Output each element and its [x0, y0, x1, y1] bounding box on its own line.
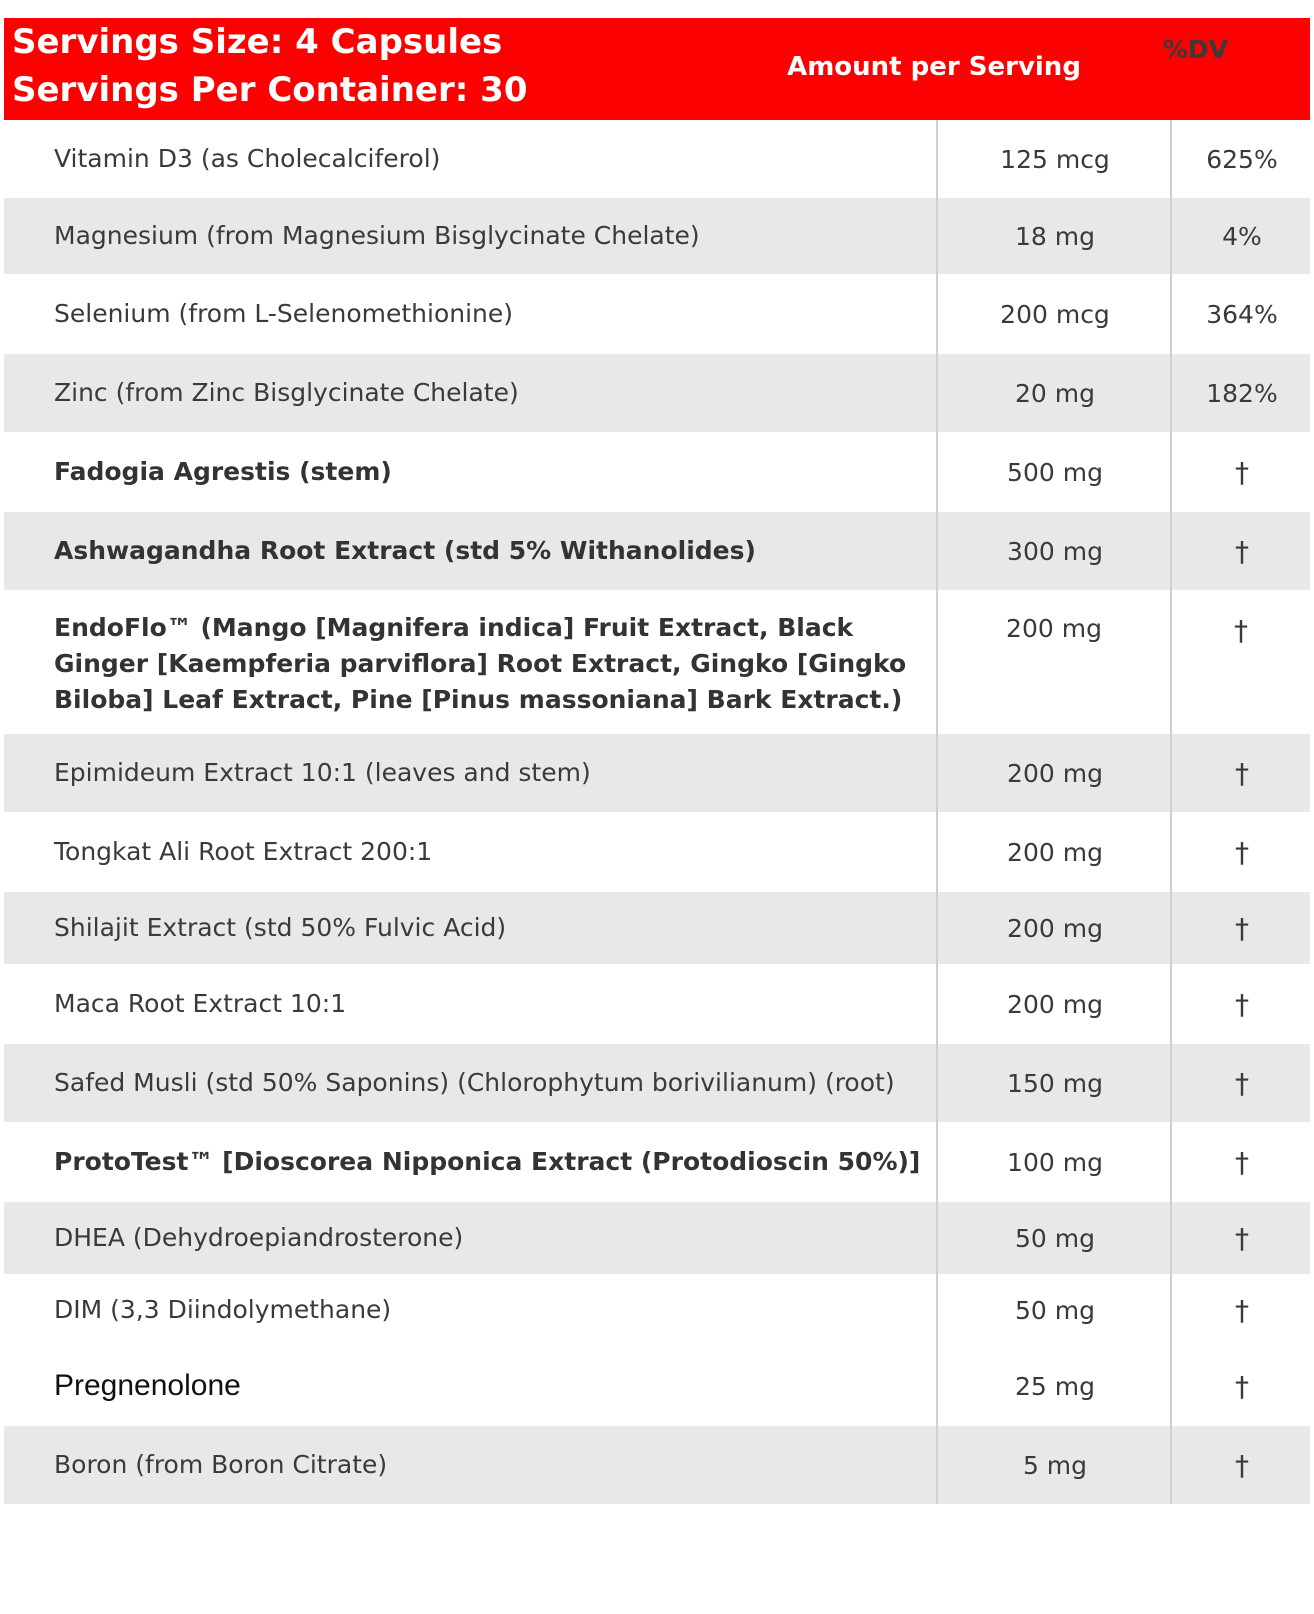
ingredient-amount: 200 mg [936, 590, 1170, 734]
ingredient-name: Magnesium (from Magnesium Bisglycinate Chelate) [54, 221, 700, 250]
table-row [4, 734, 1310, 812]
ingredient-amount: 100 mg [936, 1122, 1172, 1202]
ingredient-dv: † [1170, 964, 1312, 1044]
ingredient-amount: 200 mg [936, 892, 1172, 964]
ingredient-dv: † [1170, 1202, 1312, 1274]
ingredient-dv: 182% [1170, 354, 1312, 432]
serving-size-label: Servings Size: 4 Capsules [12, 22, 503, 62]
ingredient-name: Tongkat Ali Root Extract 200:1 [54, 837, 433, 866]
table-row [4, 964, 1310, 1044]
ingredient-amount: 50 mg [936, 1202, 1172, 1274]
ingredient-amount: 20 mg [936, 354, 1172, 432]
table-row [4, 590, 1310, 734]
ingredient-name: ProtoTest™ [Dioscorea Nipponica Extract (Protodioscin 50%)] [54, 1147, 921, 1176]
table-row [4, 812, 1310, 892]
ingredient-dv: † [1170, 1346, 1312, 1426]
ingredient-dv: 4% [1170, 198, 1312, 274]
ingredient-amount: 500 mg [936, 432, 1172, 512]
ingredient-dv: † [1170, 1274, 1312, 1346]
ingredient-amount: 125 mcg [936, 120, 1172, 198]
ingredient-dv: † [1170, 590, 1310, 734]
ingredient-dv: † [1170, 1044, 1312, 1122]
ingredient-amount: 25 mg [936, 1346, 1172, 1426]
ingredient-name: Safed Musli (std 50% Saponins) (Chlorophytum borivilianum) (root) [54, 1068, 895, 1097]
ingredient-name: DHEA (Dehydroepiandrosterone) [54, 1223, 464, 1252]
ingredient-amount: 200 mg [936, 964, 1172, 1044]
ingredient-dv: † [1170, 432, 1312, 512]
table-row [4, 1426, 1310, 1504]
table-header: Servings Size: 4 Capsules Servings Per Container: 30 Amount per Serving %DV [4, 18, 1310, 120]
ingredient-amount: 200 mg [936, 734, 1172, 812]
table-row [4, 274, 1310, 354]
supplement-facts-table [4, 18, 1310, 1504]
ingredient-name: Maca Root Extract 10:1 [54, 989, 347, 1018]
ingredient-name: Boron (from Boron Citrate) [54, 1450, 388, 1479]
ingredient-dv: † [1170, 1122, 1312, 1202]
table-row [4, 1202, 1310, 1274]
ingredient-dv: † [1170, 512, 1312, 590]
table-row [4, 432, 1310, 512]
ingredient-dv: † [1170, 812, 1312, 892]
ingredient-dv: 364% [1170, 274, 1312, 354]
ingredient-name: Pregnenolone [54, 1369, 241, 1402]
ingredient-name: Fadogia Agrestis (stem) [54, 457, 392, 486]
ingredient-amount: 18 mg [936, 198, 1172, 274]
table-row [4, 1346, 1310, 1426]
ingredient-dv: † [1170, 734, 1312, 812]
table-row [4, 512, 1310, 590]
ingredient-amount: 5 mg [936, 1426, 1172, 1504]
ingredient-dv: 625% [1170, 120, 1312, 198]
ingredient-name: Shilajit Extract (std 50% Fulvic Acid) [54, 913, 507, 942]
ingredient-name: Ashwagandha Root Extract (std 5% Withanolides) [54, 536, 756, 565]
ingredient-amount: 50 mg [936, 1274, 1172, 1346]
table-row [4, 354, 1310, 432]
ingredient-name: DIM (3,3 Diindolymethane) [54, 1295, 392, 1324]
ingredient-amount: 200 mg [936, 812, 1172, 892]
table-row [4, 1122, 1310, 1202]
ingredient-name: EndoFlo™ (Mango [Magnifera indica] Fruit Extract, Black Ginger [Kaempferia parviflora] Root Extract, Gingko [Gingko Biloba] Leaf Extract, Pine [Pinus massoniana] Bark Extract.) [54, 613, 907, 714]
ingredient-dv: † [1170, 892, 1312, 964]
table-row [4, 1044, 1310, 1122]
ingredient-dv: † [1170, 1426, 1312, 1504]
ingredient-amount: 300 mg [936, 512, 1172, 590]
ingredient-amount: 200 mcg [936, 274, 1172, 354]
table-row [4, 1274, 1310, 1346]
servings-per-container-label: Servings Per Container: 30 [12, 70, 528, 110]
ingredient-name: Vitamin D3 (as Cholecalciferol) [54, 144, 441, 173]
ingredient-name: Epimideum Extract 10:1 (leaves and stem) [54, 758, 591, 787]
table-row [4, 892, 1310, 964]
ingredient-name: Zinc (from Zinc Bisglycinate Chelate) [54, 378, 519, 407]
table-row [4, 120, 1310, 198]
ingredient-amount: 150 mg [936, 1044, 1172, 1122]
table-row [4, 198, 1310, 274]
ingredient-name: Selenium (from L-Selenomethionine) [54, 299, 514, 328]
